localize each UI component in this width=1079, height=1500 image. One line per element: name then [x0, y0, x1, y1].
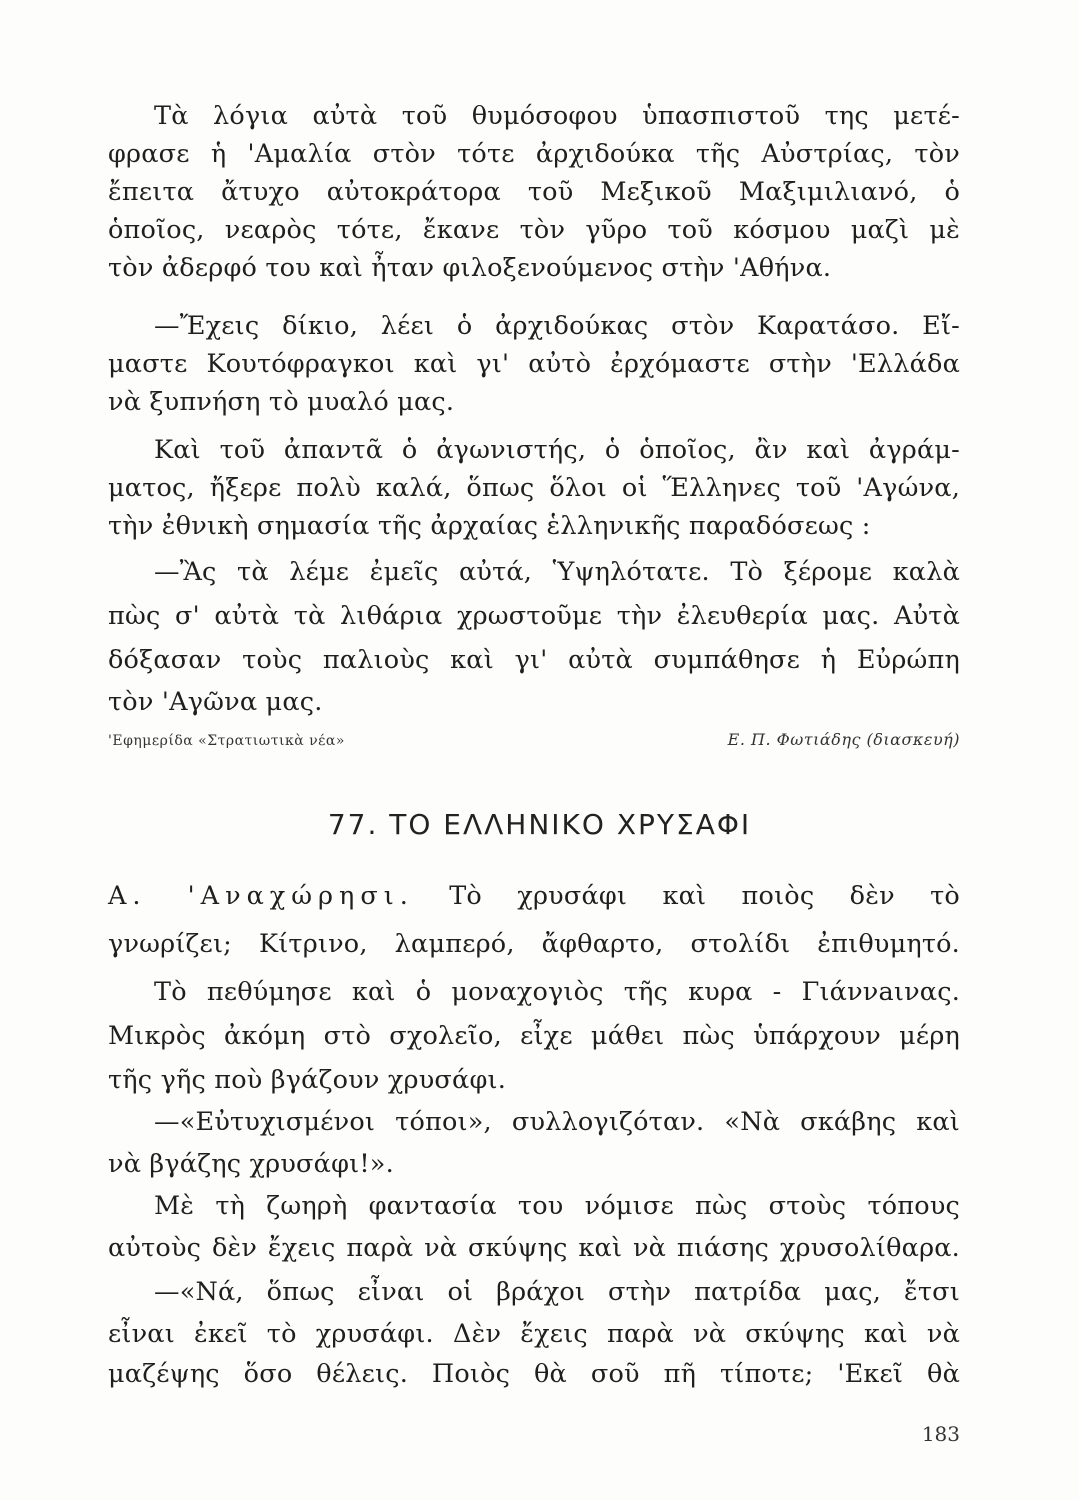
text-line: αὐτοὺς δὲν ἔχεις παρὰ νὰ σκύψης καὶ νὰ πιάσης χρυσολίθαρα. — [108, 1233, 960, 1263]
text-line: μαστε Κουτόφραγκοι καὶ γι' αὐτὸ ἐρχόμαστε στὴν 'Ελλάδα — [108, 349, 960, 379]
source-newspaper: 'Εφημερίδα «Στρατιωτικὰ νέα» — [108, 733, 345, 749]
chapter-heading: 77. ΤΟ ΕΛΛΗΝΙΚΟ ΧΡΥΣΑΦΙ — [327, 808, 752, 841]
text-line: ἔπειτα ἄτυχο αὐτοκράτορα τοῦ Μεξικοῦ Μαξιμιλιανό, ὁ — [108, 177, 960, 207]
text-line: φρασε ἡ 'Αμαλία στὸν τότε ἀρχιδούκα τῆς Αὐστρίας, τὸν — [108, 139, 960, 169]
text-line: μαζέψης ὅσο θέλεις. Ποιὸς θὰ σοῦ πῆ τίποτε; 'Εκεῖ θὰ — [108, 1359, 960, 1389]
text-line: νὰ ξυπνήση τὸ μυαλό μας. — [108, 387, 455, 417]
text-line: τῆς γῆς ποὺ βγάζουν χρυσάφι. — [108, 1065, 507, 1095]
text-line: ματος, ἤξερε πολὺ καλά, ὅπως ὅλοι οἱ Ἕλληνες τοῦ 'Αγώνα, — [108, 473, 960, 503]
text-line: —«Εὐτυχισμένοι τόποι», συλλογιζόταν. «Νὰ σκάβης καὶ — [154, 1107, 960, 1137]
text-line: πὼς σ' αὐτὰ τὰ λιθάρια χρωστοῦμε τὴν ἐλευθερία μας. Αὐτὰ — [108, 601, 960, 631]
text-line: τὴν ἐθνικὴ σημασία τῆς ἀρχαίας ἑλληνικῆς παραδόσεως : — [108, 511, 871, 541]
text-line: εἶναι ἐκεῖ τὸ χρυσάφι. Δὲν ἔχεις παρὰ νὰ σκύψης καὶ νὰ — [108, 1319, 960, 1349]
text-line: τὸν ἀδερφό του καὶ ἦταν φιλοξενούμενος στὴν 'Αθήνα. — [108, 253, 832, 283]
source-author: Ε. Π. Φωτιάδης (διασκευή) — [727, 730, 960, 749]
section-label: Α. 'Αναχώρησι. — [108, 881, 414, 911]
text-line: νὰ βγάζης χρυσάφι!». — [108, 1149, 394, 1179]
text-line: γνωρίζει; Κίτρινο, λαμπερό, ἄφθαρτο, στολίδι ἐπιθυμητό. — [108, 929, 960, 959]
text-line: Τὰ λόγια αὐτὰ τοῦ θυμόσοφου ὑπασπιστοῦ της μετέ- — [154, 101, 960, 131]
text-line: δόξασαν τοὺς παλιοὺς καὶ γι' αὐτὰ συμπάθησε ἡ Εὐρώπη — [108, 645, 960, 675]
text-line: Μικρὸς ἀκόμη στὸ σχολεῖο, εἶχε μάθει πὼς ὑπάρχουν μέρη — [108, 1021, 960, 1051]
text-line: Τὸ πεθύμησε καὶ ὁ μοναχογιὸς τῆς κυρα - Γιάννaινας. — [154, 977, 960, 1007]
text-line: —«Νά, ὅπως εἶναι οἱ βράχοι στὴν πατρίδα μας, ἔτσι — [154, 1277, 960, 1307]
section-first-line-text: Τὸ χρυσάφι καὶ ποιὸς δὲν τὸ — [449, 881, 960, 911]
text-line: τὸν 'Αγῶνα μας. — [108, 687, 323, 717]
text-line: —Ἔχεις δίκιο, λέει ὁ ἀρχιδούκας στὸν Καρατάσο. Εἴ- — [154, 311, 960, 341]
section-first-line — [108, 876, 960, 916]
text-line: —Ἂς τὰ λέμε ἐμεῖς αὐτά, Ὑψηλότατε. Τὸ ξέρομε καλὰ — [154, 557, 960, 587]
text-line: Μὲ τὴ ζωηρὴ φαντασία του νόμισε πὼς στοὺς τόπους — [154, 1191, 960, 1221]
page-number: 183 — [921, 1422, 960, 1446]
text-line: ὁποῖος, νεαρὸς τότε, ἔκανε τὸν γῦρο τοῦ κόσμου μαζὶ μὲ — [108, 215, 960, 245]
text-line: Καὶ τοῦ ἀπαντᾶ ὁ ἀγωνιστής, ὁ ὁποῖος, ἂν καὶ ἀγράμ- — [154, 435, 960, 465]
